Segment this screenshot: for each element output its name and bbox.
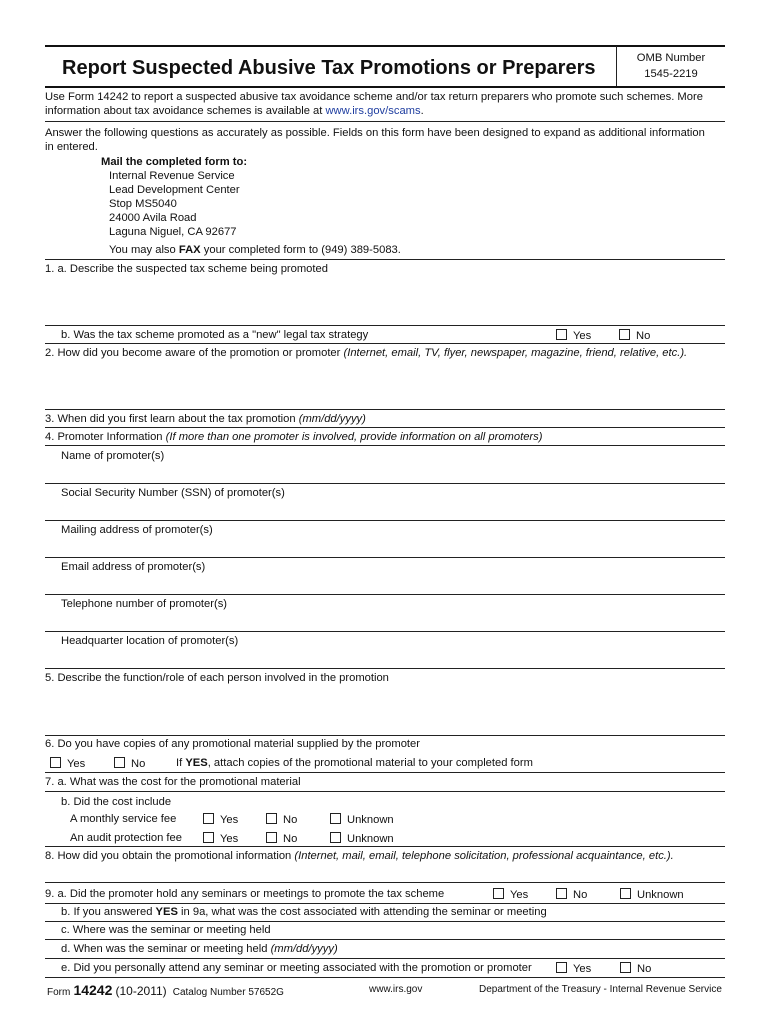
promoter-phone-field[interactable] <box>45 631 725 632</box>
q5-answer-rule[interactable] <box>45 735 725 736</box>
q6-attach: , attach copies of the promotional material to your completed form <box>207 757 533 769</box>
promoter-email-label: Email address of promoter(s) <box>61 561 206 573</box>
section-rule <box>45 846 725 847</box>
section-rule <box>45 427 725 428</box>
q9d-label <box>61 943 338 955</box>
q6-instruction <box>176 757 533 769</box>
audit-unknown-option[interactable] <box>330 832 394 845</box>
footer-revision: (10-2011) <box>115 984 167 998</box>
q9c-label: c. Where was the seminar or meeting held <box>61 924 271 936</box>
promoter-email-field[interactable] <box>45 594 725 595</box>
checkbox[interactable] <box>556 962 567 973</box>
q9b-yes-bold: YES <box>155 906 178 918</box>
intro-rule <box>45 121 725 122</box>
promoter-mailing-label: Mailing address of promoter(s) <box>61 524 213 536</box>
audit-no-option[interactable] <box>266 832 297 845</box>
yes-label: Yes <box>67 758 86 770</box>
q7a-answer-rule[interactable] <box>45 791 725 792</box>
q9e-no-option[interactable] <box>620 962 651 975</box>
footer-form-number: 14242 <box>73 982 113 998</box>
header-bottom-rule <box>45 86 725 88</box>
section-rule <box>45 772 725 773</box>
footer-catalog: Catalog Number 57652G <box>172 987 284 998</box>
q2-answer-rule <box>45 409 725 410</box>
checkbox[interactable] <box>50 757 61 768</box>
q2-hint: (Internet, email, TV, flyer, newspaper, magazine, friend, relative, etc.). <box>343 347 688 359</box>
checkbox[interactable] <box>330 832 341 843</box>
promoter-mailing-field[interactable] <box>45 557 725 558</box>
intro-line1: Use Form 14242 to report a suspected abusive tax avoidance scheme and/or tax return preparers who promote such schemes. More <box>45 91 703 103</box>
yes-label: Yes <box>573 963 592 975</box>
footer-website: www.irs.gov <box>369 984 423 995</box>
fax-bold: FAX <box>178 244 201 256</box>
section-rule <box>45 259 725 260</box>
no-label: No <box>573 889 588 901</box>
q3-hint: (mm/dd/yyyy) <box>298 413 366 425</box>
q3-label <box>45 413 366 425</box>
checkbox[interactable] <box>203 813 214 824</box>
q7a-label: 7. a. What was the cost for the promotional material <box>45 776 301 788</box>
footer-form-word: Form <box>47 987 71 998</box>
checkbox[interactable] <box>114 757 125 768</box>
q9a-unknown-option[interactable] <box>620 888 684 901</box>
checkbox[interactable] <box>619 329 630 340</box>
unknown-label: Unknown <box>347 833 394 845</box>
checkbox[interactable] <box>203 832 214 843</box>
section-rule <box>45 903 725 904</box>
footer-department: Department of the Treasury - Internal Revenue Service <box>479 984 722 995</box>
omb-label: OMB Number <box>636 52 706 64</box>
q8-hint: (Internet, mail, email, telephone solicitation, professional acquaintance, etc.). <box>294 850 674 862</box>
form-title: Report Suspected Abusive Tax Promotions or Preparers <box>62 57 596 79</box>
q9b-text: b. If you answered <box>61 906 156 918</box>
q1b-yes-option[interactable] <box>556 329 591 342</box>
q9d-text: d. When was the seminar or meeting held <box>61 943 271 955</box>
instructions-line2: in entered. <box>45 141 98 153</box>
q9a-label: 9. a. Did the promoter hold any seminars or meetings to promote the tax scheme <box>45 888 445 900</box>
header-top-rule <box>45 45 725 47</box>
mail-address-line: Laguna Niguel, CA 92677 <box>109 226 237 238</box>
q9e-label: e. Did you personally attend any seminar or meeting associated with the promotion or promoter <box>61 962 532 974</box>
audit-yes-option[interactable] <box>203 832 238 845</box>
omb-number: 1545-2219 <box>644 68 698 80</box>
section-rule <box>45 445 725 446</box>
q2-label <box>45 347 687 359</box>
q9b-answer-rule[interactable] <box>45 921 725 922</box>
q9d-hint: (mm/dd/yyyy) <box>270 943 338 955</box>
audit-fee-label: An audit protection fee <box>70 832 182 844</box>
fax-text: You may also <box>109 244 179 256</box>
q3-text: 3. When did you first learn about the tax promotion <box>45 413 299 425</box>
monthly-no-option[interactable] <box>266 813 297 826</box>
yes-label: Yes <box>220 833 239 845</box>
q8-label <box>45 850 674 862</box>
promoter-phone-label: Telephone number of promoter(s) <box>61 598 228 610</box>
q5-label: 5. Describe the function/role of each person involved in the promotion <box>45 672 389 684</box>
fax-number: your completed form to (949) 389-5083. <box>200 244 401 256</box>
mail-address-line: Stop MS5040 <box>109 198 177 210</box>
promoter-hq-label: Headquarter location of promoter(s) <box>61 635 239 647</box>
intro-line2 <box>45 105 424 117</box>
checkbox[interactable] <box>330 813 341 824</box>
q6-yes-option[interactable] <box>50 757 85 770</box>
q1a-answer-rule <box>45 325 725 326</box>
q9a-yes-option[interactable] <box>493 888 528 901</box>
yes-label: Yes <box>573 330 592 342</box>
unknown-label: Unknown <box>637 889 684 901</box>
yes-label: Yes <box>510 889 529 901</box>
q8-answer-rule[interactable] <box>45 882 725 883</box>
q1b-label: b. Was the tax scheme promoted as a "new" legal tax strategy <box>61 329 369 341</box>
q7b-label: b. Did the cost include <box>61 796 172 808</box>
mail-address-line: Internal Revenue Service <box>109 170 235 182</box>
promoter-name-field[interactable] <box>45 483 725 484</box>
no-label: No <box>636 330 651 342</box>
footer-form-id <box>47 982 284 998</box>
mail-address-line: Lead Development Center <box>109 184 240 196</box>
q9d-answer-rule[interactable] <box>45 958 725 959</box>
q2-text: 2. How did you become aware of the promotion or promoter <box>45 347 344 359</box>
q9b-text-end: in 9a, what was the cost associated with attending the seminar or meeting <box>177 906 547 918</box>
mail-heading: Mail the completed form to: <box>101 156 248 168</box>
q6-no-option[interactable] <box>114 757 145 770</box>
fax-line <box>109 244 401 256</box>
no-label: No <box>131 758 146 770</box>
q1b-no-option[interactable] <box>619 329 650 342</box>
section-rule <box>45 343 725 344</box>
promoter-name-label: Name of promoter(s) <box>61 450 165 462</box>
monthly-fee-label: A monthly service fee <box>70 813 177 825</box>
no-label: No <box>283 814 298 826</box>
promoter-ssn-label: Social Security Number (SSN) of promoter(s) <box>61 487 285 499</box>
unknown-label: Unknown <box>347 814 394 826</box>
checkbox[interactable] <box>556 888 567 899</box>
promoter-ssn-field[interactable] <box>45 520 725 521</box>
intro-line2-text: information about tax avoidance schemes is available at <box>45 105 326 117</box>
q8-text: 8. How did you obtain the promotional information <box>45 850 295 862</box>
checkbox[interactable] <box>493 888 504 899</box>
q6-label: 6. Do you have copies of any promotional material supplied by the promoter <box>45 738 420 750</box>
no-label: No <box>637 963 652 975</box>
checkbox[interactable] <box>266 813 277 824</box>
q4-label <box>45 431 542 443</box>
intro-line2-end: . <box>420 105 424 117</box>
q4-hint: (If more than one promoter is involved, provide information on all promoters) <box>165 431 543 443</box>
q9e-yes-option[interactable] <box>556 962 591 975</box>
q9b-label <box>61 906 547 918</box>
checkbox[interactable] <box>266 832 277 843</box>
scams-link[interactable]: www.irs.gov/scams <box>325 105 421 117</box>
no-label: No <box>283 833 298 845</box>
checkbox[interactable] <box>620 962 631 973</box>
q1a-label: 1. a. Describe the suspected tax scheme being promoted <box>45 263 328 275</box>
instructions-line1: Answer the following questions as accurately as possible. Fields on this form have been designed to expand as additional information <box>45 127 705 139</box>
promoter-hq-field[interactable] <box>45 668 725 669</box>
mail-address-line: 24000 Avila Road <box>109 212 197 224</box>
q4-text: 4. Promoter Information <box>45 431 166 443</box>
footer-rule <box>45 977 725 978</box>
yes-label: Yes <box>220 814 239 826</box>
q6-if: If <box>176 757 186 769</box>
q9a-no-option[interactable] <box>556 888 587 901</box>
q6-yes-bold: YES <box>185 757 208 769</box>
monthly-unknown-option[interactable] <box>330 813 394 826</box>
checkbox[interactable] <box>620 888 631 899</box>
q9c-answer-rule[interactable] <box>45 939 725 940</box>
monthly-yes-option[interactable] <box>203 813 238 826</box>
checkbox[interactable] <box>556 329 567 340</box>
